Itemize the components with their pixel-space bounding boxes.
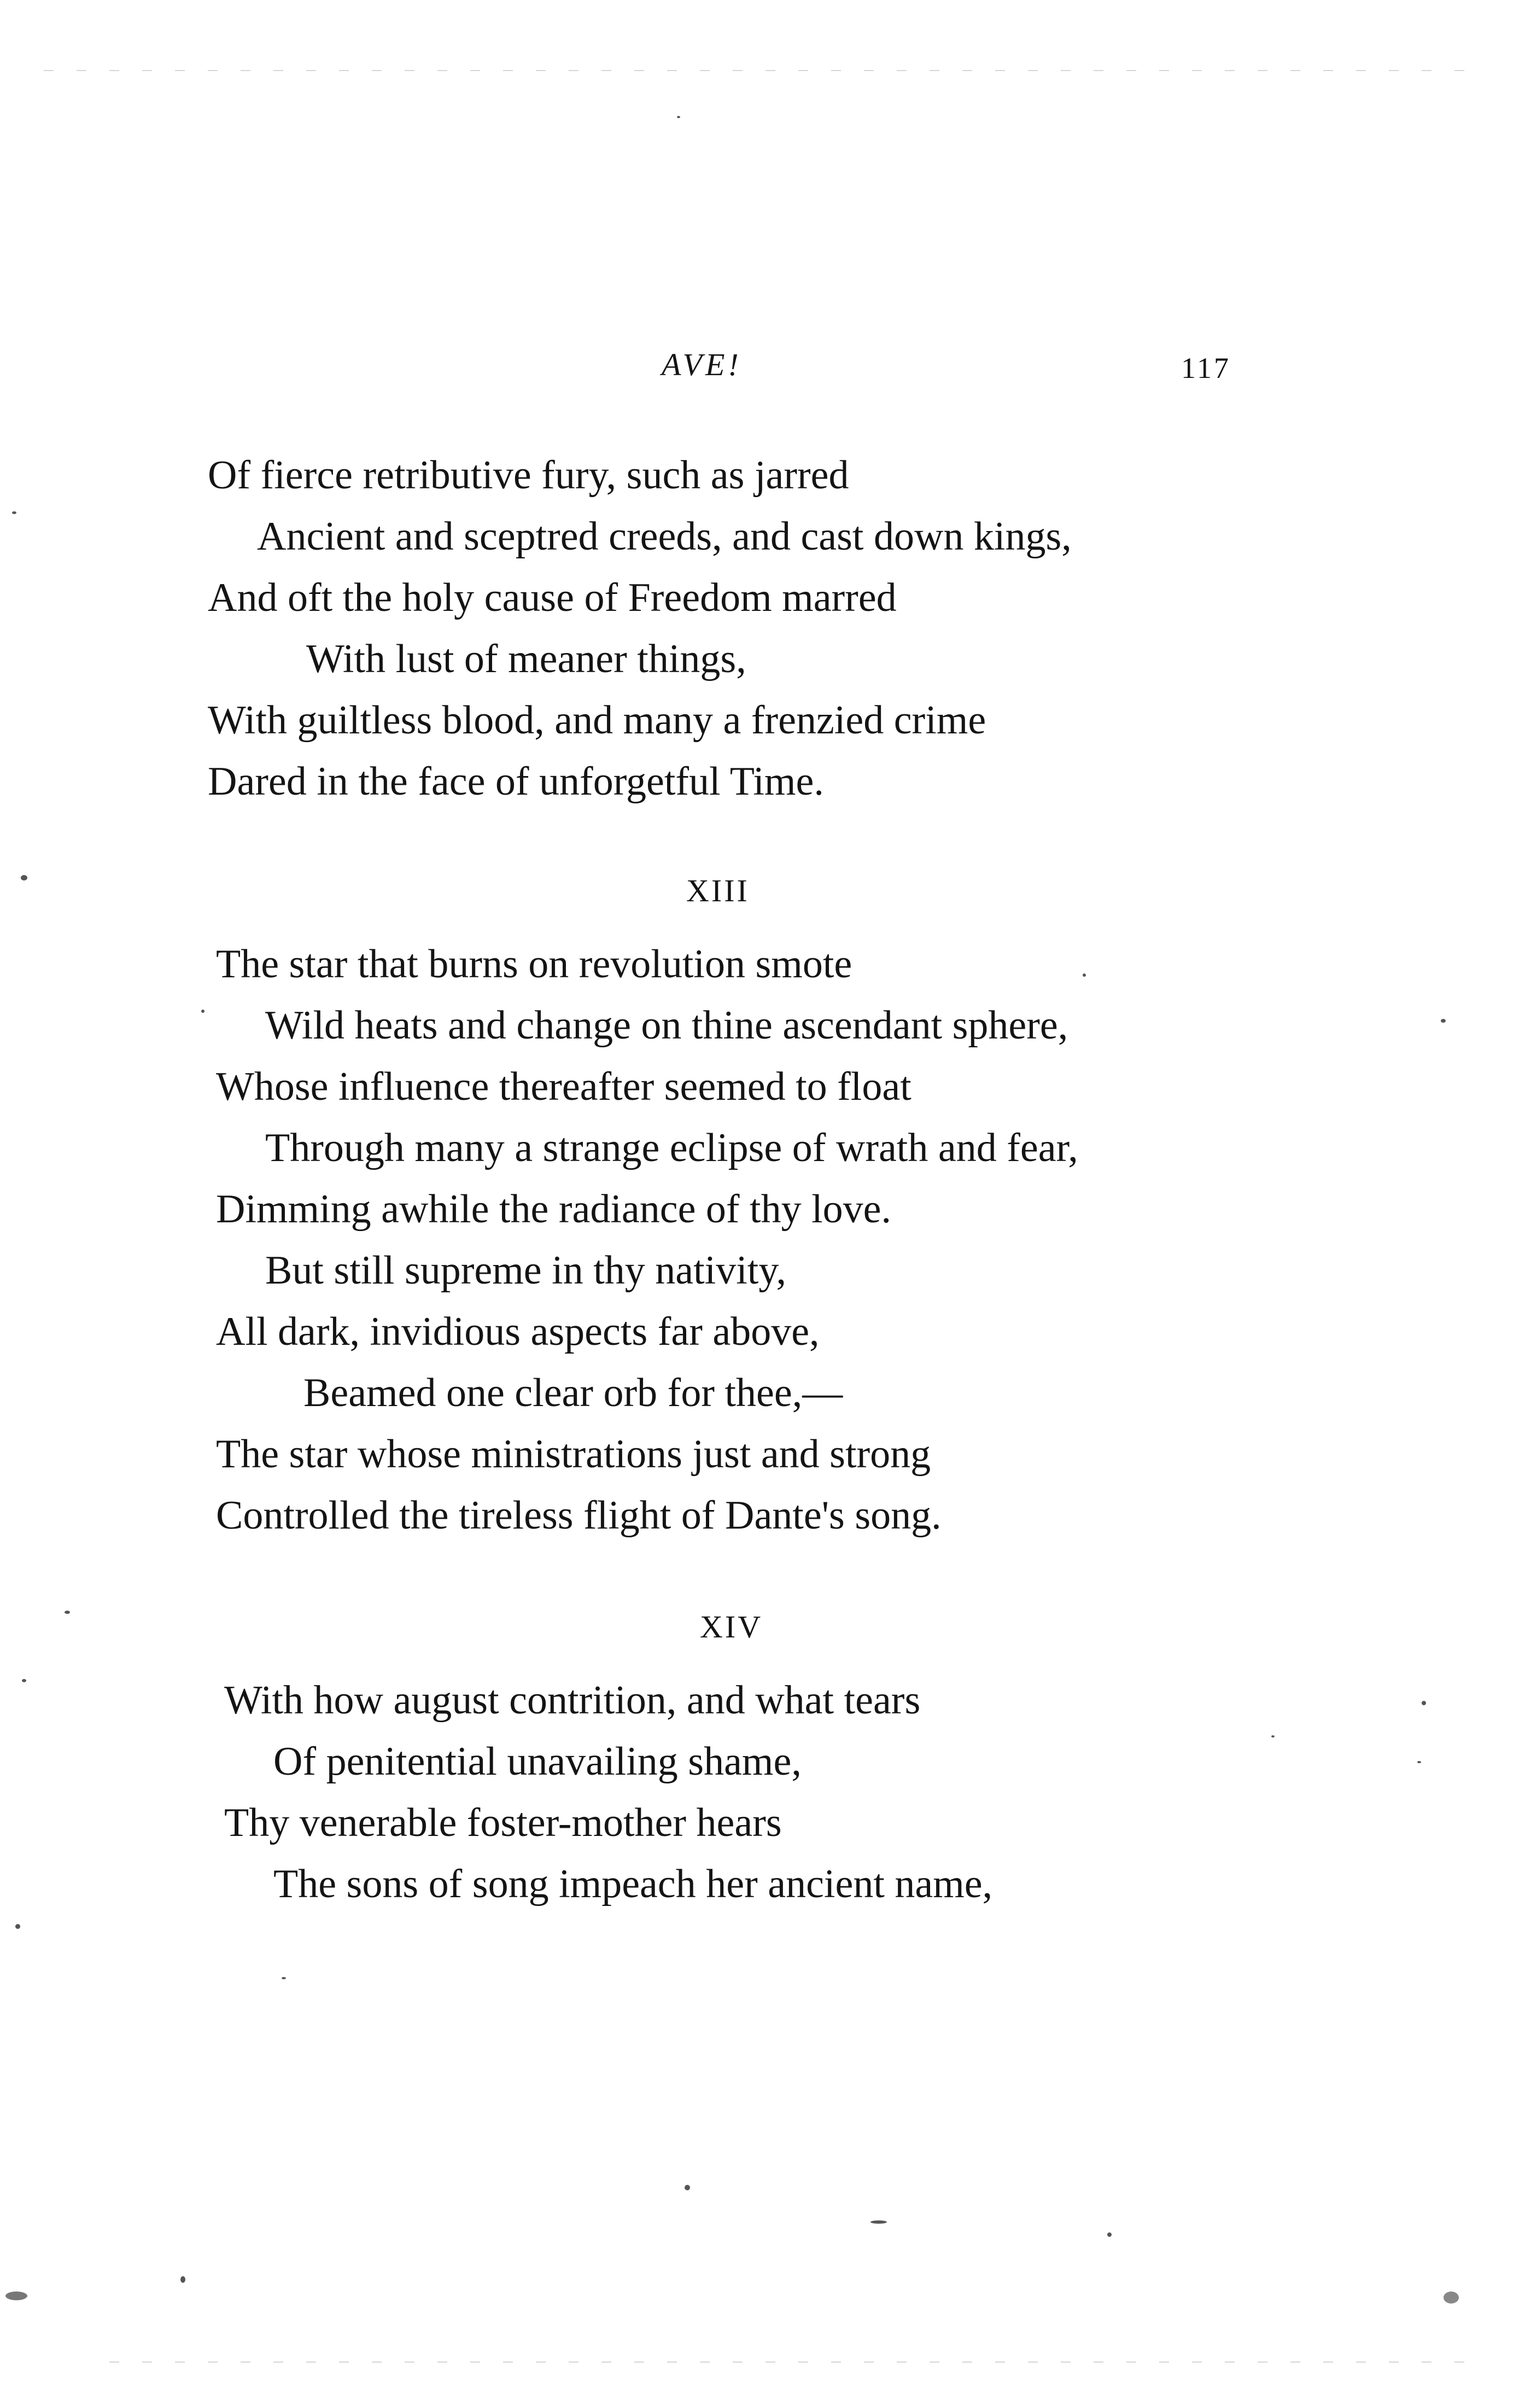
poem-line: Wild heats and change on thine ascendant sphere, — [265, 1003, 1068, 1048]
scan-speck — [65, 1611, 70, 1614]
scan-speck — [1441, 1019, 1446, 1023]
poem-line: And oft the holy cause of Freedom marred — [208, 575, 897, 620]
scan-speck — [180, 2276, 185, 2283]
stanza-numeral-xiii: XIII — [686, 873, 750, 908]
page-number: 117 — [1181, 352, 1231, 384]
bottom-scan-edge — [109, 2362, 1476, 2363]
stanza-xiii — [216, 934, 1310, 1546]
poem-line: With how august contrition, and what tears — [224, 1678, 921, 1723]
poem-line: All dark, invidious aspects far above, — [216, 1309, 820, 1354]
poem-line: The star that burns on revolution smote — [216, 942, 852, 987]
poem-line: Ancient and sceptred creeds, and cast down kings, — [257, 514, 1072, 559]
poem-line: With lust of meaner things, — [306, 637, 746, 681]
scan-speck — [5, 2292, 27, 2300]
poem-line: Through many a strange eclipse of wrath and fear, — [265, 1126, 1078, 1170]
poem-line: Dared in the face of unforgetful Time. — [208, 759, 824, 804]
scan-speck — [677, 116, 680, 118]
scan-speck — [1107, 2232, 1112, 2237]
scan-speck — [870, 2220, 887, 2224]
poem-line: The sons of song impeach her ancient name, — [273, 1862, 993, 1906]
top-scan-edge — [44, 70, 1487, 71]
scan-speck — [1444, 2292, 1459, 2304]
poem-line: Controlled the tireless flight of Dante's song. — [216, 1493, 942, 1538]
scan-speck — [22, 1679, 26, 1682]
poem-line: Beamed one clear orb for thee,— — [303, 1371, 843, 1415]
stanza-xii-continuation — [208, 445, 1301, 812]
scan-speck — [685, 2185, 690, 2190]
poem-line: Thy venerable foster-mother hears — [224, 1800, 782, 1845]
poem-line: Of fierce retributive fury, such as jarred — [208, 453, 849, 498]
scan-speck — [1422, 1701, 1426, 1705]
scan-speck — [15, 1924, 20, 1929]
poem-line: Of penitential unavailing shame, — [273, 1739, 802, 1784]
scan-speck — [21, 875, 27, 881]
poem-line: With guiltless blood, and many a frenzied crime — [208, 698, 986, 743]
poem-line: But still supreme in thy nativity, — [265, 1248, 787, 1293]
scan-speck — [201, 1010, 204, 1013]
scan-speck — [1271, 1735, 1275, 1738]
poem-line: Whose influence thereafter seemed to float — [216, 1064, 911, 1109]
stanza-numeral-xiv: XIV — [700, 1609, 763, 1645]
scan-speck — [12, 511, 16, 514]
poem-line: The star whose ministrations just and strong — [216, 1432, 931, 1477]
running-head: AVE! — [662, 347, 742, 382]
scan-speck — [1417, 1761, 1421, 1763]
scan-speck — [282, 1977, 286, 1979]
poem-line: Dimming awhile the radiance of thy love. — [216, 1187, 892, 1232]
scan-speck — [1083, 973, 1086, 977]
stanza-xiv — [224, 1670, 1318, 1915]
